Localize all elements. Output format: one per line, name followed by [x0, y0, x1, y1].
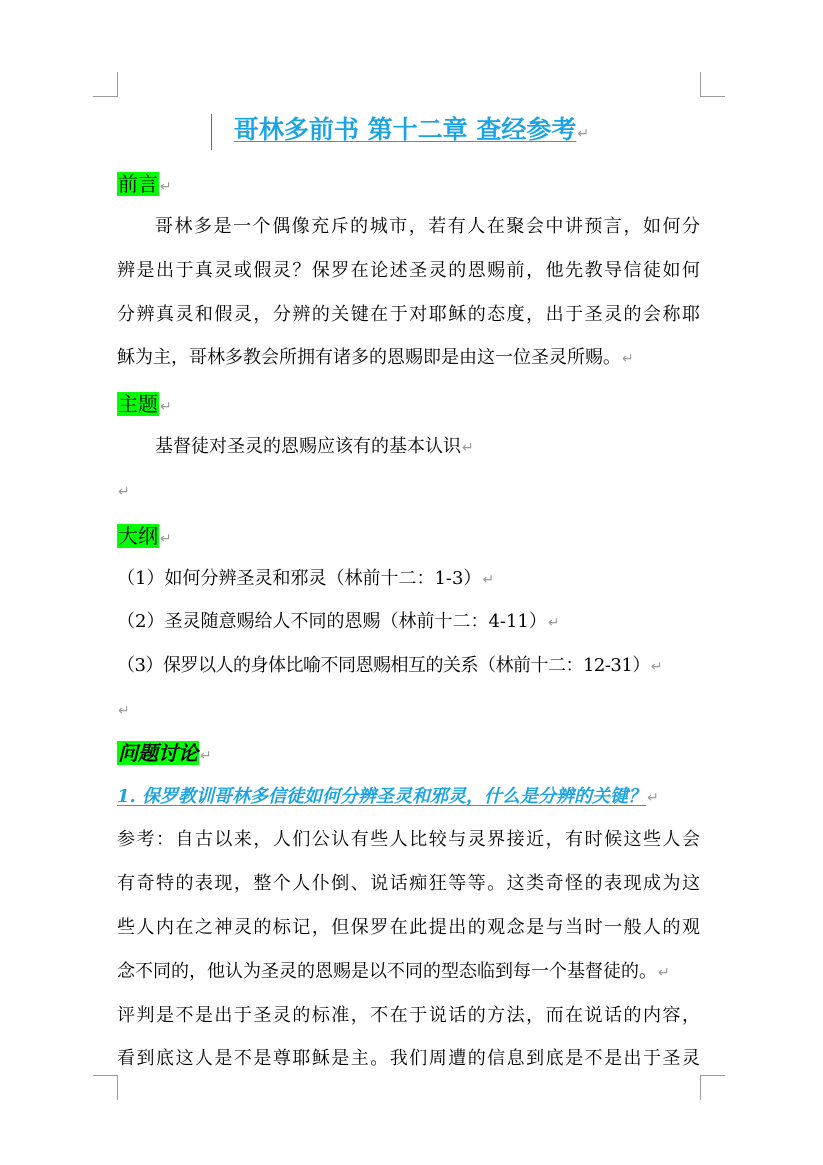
preface-heading[interactable] [117, 171, 717, 200]
preface-line-3[interactable]: 分辨真灵和假灵，分辨的关键在于对耶稣的态度，出于圣灵的会称耶 [117, 304, 700, 325]
paragraph-mark-icon: ↵ [650, 659, 663, 675]
preface-line-1-text[interactable]: 哥林多是一个偶像充斥的城市，若有人在聚会中讲预言，如何分 [155, 216, 700, 237]
preface-heading-text[interactable]: 前言 [118, 172, 158, 196]
crop-mark-top-right [700, 72, 725, 97]
theme-text-content[interactable]: 基督徒对圣灵的恩赐应该有的基本认识 [155, 436, 461, 457]
paragraph-mark-icon: ↵ [622, 351, 634, 367]
question-1-text[interactable]: 1. 保罗教训哥林多信徒如何分辨圣灵和邪灵，什么是分辨的关键？ [117, 786, 647, 807]
paragraph-mark-icon: ↵ [577, 126, 590, 142]
paragraph-mark-icon: ↵ [647, 790, 659, 806]
outline-heading-text[interactable]: 大纲 [118, 524, 158, 548]
empty-paragraph[interactable] [117, 697, 717, 724]
answer-line-3[interactable]: 些人内在之神灵的标记，但保罗在此提出的观念是与当时一般人的观 [117, 917, 700, 938]
document-title-text[interactable]: 哥林多前书 第十二章 查经参考 [233, 115, 577, 144]
discussion-heading[interactable] [117, 740, 717, 769]
discussion-heading-text[interactable]: 问题讨论 [118, 741, 198, 765]
document-title[interactable] [0, 113, 823, 151]
question-1[interactable] [117, 784, 707, 811]
paragraph-mark-icon: ↵ [200, 748, 212, 764]
preface-line-4[interactable] [117, 345, 717, 372]
answer-line-4-text[interactable]: 念不同的，他认为圣灵的恩赐是以不同的型态临到每一个基督徒的。 [117, 961, 657, 982]
outline-item-1-text[interactable]: （1）如何分辨圣灵和邪灵（林前十二：1-3） [117, 568, 482, 589]
answer-line-5[interactable]: 评判是不是出于圣灵的标准，不在于说话的方法，而在说话的内容， [117, 1005, 700, 1026]
empty-paragraph[interactable] [117, 478, 717, 505]
answer-line-2[interactable]: 有奇特的表现，整个人仆倒、说话痴狂等等。这类奇怪的表现成为这 [117, 873, 700, 894]
paragraph-mark-icon: ↵ [160, 399, 172, 415]
paragraph-mark-icon: ↵ [118, 484, 130, 500]
outline-item-2-text[interactable]: （2）圣灵随意赐给人不同的恩赐（林前十二：4-11） [117, 611, 547, 632]
paragraph-mark-icon: ↵ [547, 615, 560, 631]
paragraph-mark-icon: ↵ [160, 179, 172, 195]
theme-heading[interactable] [117, 391, 717, 420]
outline-heading[interactable] [117, 523, 717, 552]
preface-line-4-text[interactable]: 稣为主，哥林多教会所拥有诸多的恩赐即是由这一位圣灵所赐。 [117, 347, 621, 368]
theme-text[interactable] [155, 434, 755, 461]
theme-heading-text[interactable]: 主题 [118, 392, 158, 416]
outline-item-2[interactable] [117, 609, 717, 636]
crop-mark-bottom-right [700, 1075, 725, 1100]
answer-line-6[interactable]: 看到底这人是不是尊耶稣是主。我们周遭的信息到底是不是出于圣灵 [117, 1048, 700, 1069]
preface-line-2[interactable]: 辨是出于真灵或假灵？保罗在论述圣灵的恩赐前，他先教导信徒如何 [117, 260, 700, 281]
crop-mark-top-left [93, 72, 118, 97]
paragraph-mark-icon: ↵ [482, 572, 495, 588]
crop-mark-bottom-left [93, 1075, 118, 1100]
outline-item-3-text[interactable]: （3）保罗以人的身体比喻不同恩赐相互的关系（林前十二：12-31） [117, 655, 650, 676]
paragraph-mark-icon: ↵ [462, 440, 474, 456]
paragraph-mark-icon: ↵ [658, 965, 670, 981]
paragraph-mark-icon: ↵ [118, 703, 130, 719]
answer-line-1[interactable]: 参考：自古以来，人们公认有些人比较与灵界接近，有时候这些人会 [117, 829, 700, 850]
outline-item-3[interactable] [117, 653, 722, 680]
preface-line-1[interactable] [155, 214, 700, 240]
paragraph-mark-icon: ↵ [160, 531, 172, 547]
outline-item-1[interactable] [117, 566, 717, 593]
answer-line-4[interactable] [117, 959, 717, 986]
